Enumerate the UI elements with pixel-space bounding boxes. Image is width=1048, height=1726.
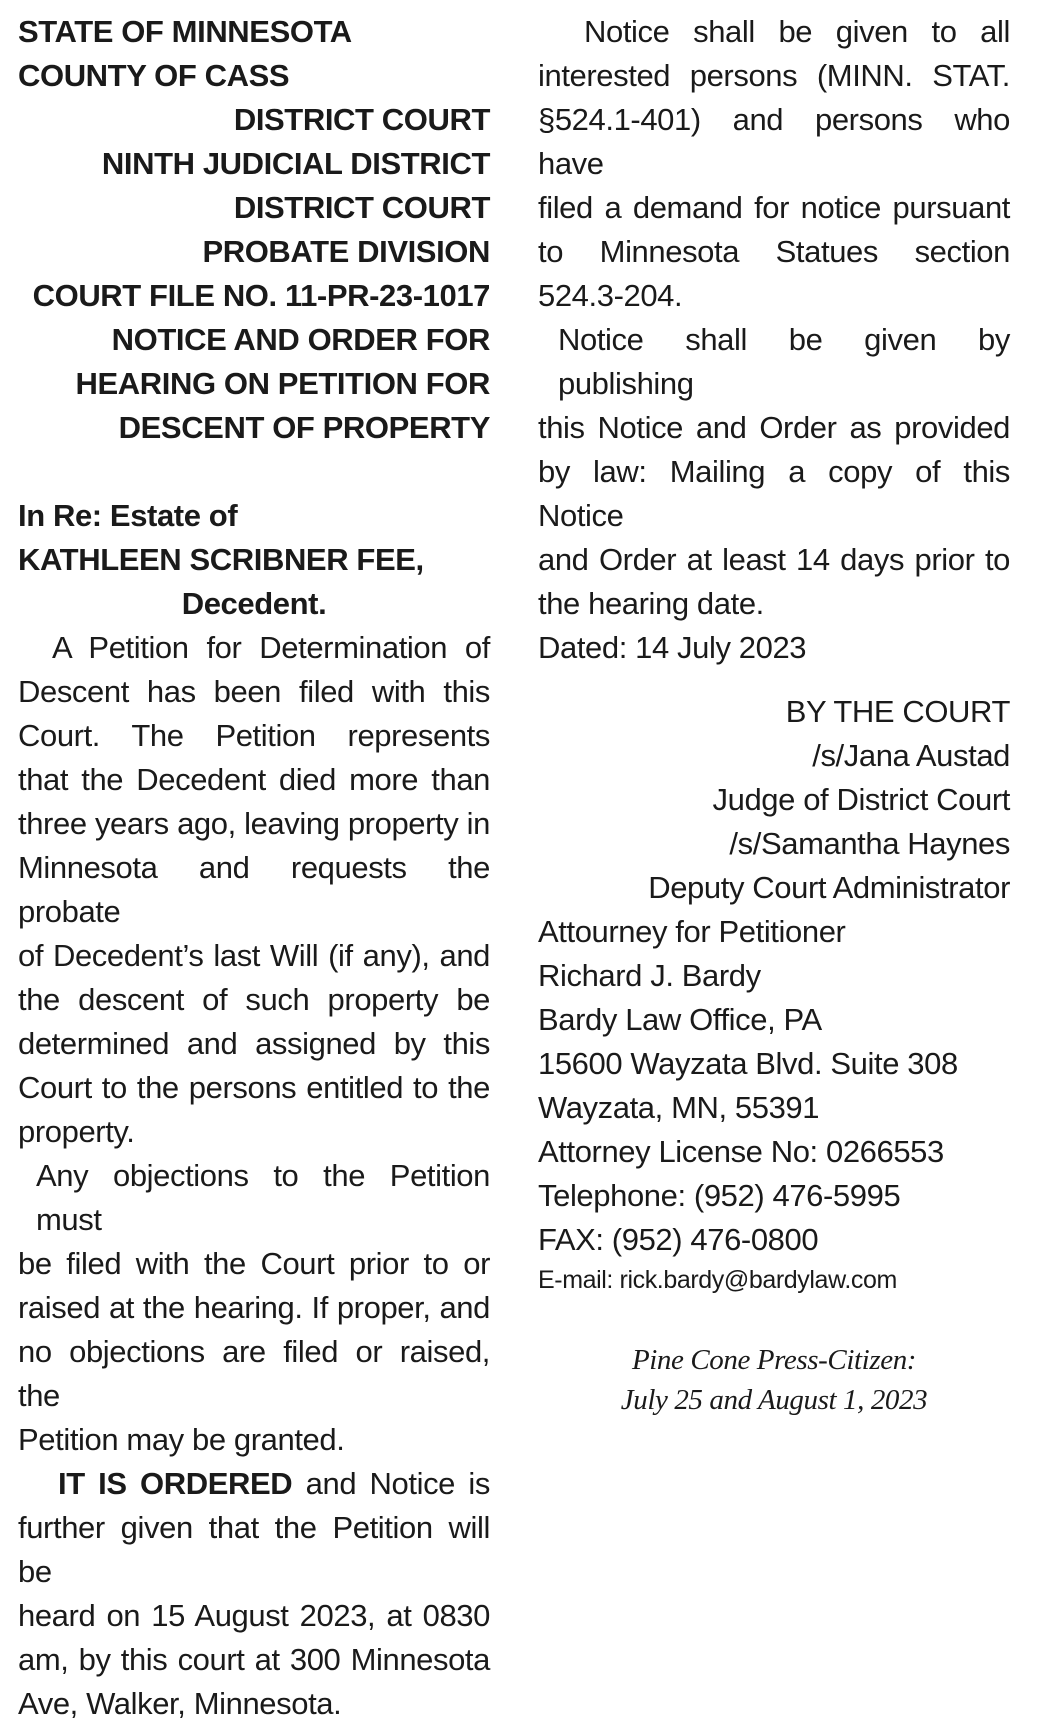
district-line: NINTH JUDICIAL DISTRICT <box>101 146 490 181</box>
para-line: heard on 15 August 2023, at 0830 <box>18 1598 490 1633</box>
para-line: filed a demand for notice pursuant <box>538 190 1010 225</box>
notice-title-line-3: DESCENT OF PROPERTY <box>118 410 490 445</box>
administrator-signature: /s/Samantha Haynes <box>729 826 1010 861</box>
decedent-label: Decedent. <box>181 586 327 621</box>
notice-paragraph <box>538 10 1010 318</box>
judge-title: Judge of District Court <box>712 782 1010 817</box>
para-line: be filed with the Court prior to or <box>18 1246 490 1281</box>
state-line: STATE OF MINNESOTA <box>18 14 352 49</box>
attorney-block <box>538 910 1010 1298</box>
para-line: Petition may be granted. <box>18 1422 345 1457</box>
para-line: the descent of such property be <box>18 982 490 1017</box>
para-line: interested persons (MINN. STAT. <box>538 58 1010 93</box>
dated-line: Dated: 14 July 2023 <box>538 630 807 665</box>
para-line: Minnesota and requests the probate <box>18 850 490 929</box>
para-line: three years ago, leaving property in <box>18 806 490 841</box>
notice-title-line-2: HEARING ON PETITION FOR <box>75 366 490 401</box>
decedent-name: KATHLEEN SCRIBNER FEE, <box>18 542 424 577</box>
in-re-line: In Re: Estate of <box>18 498 238 533</box>
ordered-rest: and Notice is <box>292 1466 491 1501</box>
para-line: Notice shall be given by publishing <box>558 322 1010 401</box>
para-line: the hearing date. <box>538 586 764 621</box>
administrator-title: Deputy Court Administrator <box>648 870 1010 905</box>
spacer <box>18 450 490 494</box>
para-line: determined and assigned by this <box>18 1026 490 1061</box>
para-line: Court to the persons entitled to the <box>18 1070 490 1105</box>
publication-reference <box>538 1340 1010 1420</box>
spacer <box>538 670 1010 690</box>
para-line: Descent has been filed with this <box>18 674 490 709</box>
law-office: Bardy Law Office, PA <box>538 1002 822 1037</box>
publishing-paragraph <box>538 318 1010 626</box>
license-number: Attorney License No: 0266553 <box>538 1134 944 1169</box>
spacer <box>538 1298 1010 1340</box>
right-column <box>538 10 1010 1420</box>
left-column <box>18 10 490 1726</box>
para-line: A Petition for Determination of <box>52 630 490 665</box>
fax: FAX: (952) 476-0800 <box>538 1222 819 1257</box>
court-line: DISTRICT COURT <box>233 102 490 137</box>
para-line: Court. The Petition represents <box>18 718 490 753</box>
objections-paragraph <box>18 1154 490 1462</box>
para-line: that the Decedent died more than <box>18 762 490 797</box>
it-is-ordered: IT IS ORDERED <box>58 1466 293 1501</box>
petition-paragraph <box>18 626 490 1154</box>
county-line: COUNTY OF CASS <box>18 58 290 93</box>
telephone: Telephone: (952) 476-5995 <box>538 1178 901 1213</box>
para-line: to Minnesota Statues section <box>538 234 1010 269</box>
attorney-name: Richard J. Bardy <box>538 958 761 993</box>
para-line: Any objections to the Petition must <box>36 1158 490 1237</box>
para-line: of Decedent’s last Will (if any), and <box>18 938 490 973</box>
by-the-court: BY THE COURT <box>785 694 1010 729</box>
para-line: and Order at least 14 days prior to <box>538 542 1010 577</box>
attorney-label: Attourney for Petitioner <box>538 914 846 949</box>
para-line: raised at the hearing. If proper, and <box>18 1290 490 1325</box>
para-line: Ave, Walker, Minnesota. <box>18 1686 342 1721</box>
court-line-2: DISTRICT COURT <box>233 190 490 225</box>
para-line: §524.1-401) and persons who have <box>538 102 1010 181</box>
publication-name: Pine Cone Press-Citizen: <box>631 1344 917 1376</box>
notice-title-line-1: NOTICE AND ORDER FOR <box>111 322 490 357</box>
publication-dates: July 25 and August 1, 2023 <box>620 1384 928 1416</box>
para-line: Notice shall be given to all <box>584 14 1010 49</box>
para-line: this Notice and Order as provided <box>538 410 1010 445</box>
judge-signature: /s/Jana Austad <box>812 738 1010 773</box>
para-line: further given that the Petition will be <box>18 1510 490 1589</box>
para-line: by law: Mailing a copy of this Notice <box>538 454 1010 533</box>
street-address: 15600 Wayzata Blvd. Suite 308 <box>538 1046 958 1081</box>
para-line: property. <box>18 1114 135 1149</box>
para-line <box>18 1462 490 1506</box>
para-line: 524.3-204. <box>538 278 683 313</box>
email-link[interactable]: E-mail: rick.bardy@bardylaw.com <box>538 1266 897 1294</box>
para-line: am, by this court at 300 Minnesota <box>18 1642 490 1677</box>
signature-block <box>538 690 1010 910</box>
city-state-zip: Wayzata, MN, 55391 <box>538 1090 820 1125</box>
para-line: no objections are filed or raised, the <box>18 1334 490 1413</box>
order-paragraph <box>18 1462 490 1726</box>
court-file-number: COURT FILE NO. 11-PR-23-1017 <box>32 278 490 313</box>
division-line: PROBATE DIVISION <box>202 234 490 269</box>
